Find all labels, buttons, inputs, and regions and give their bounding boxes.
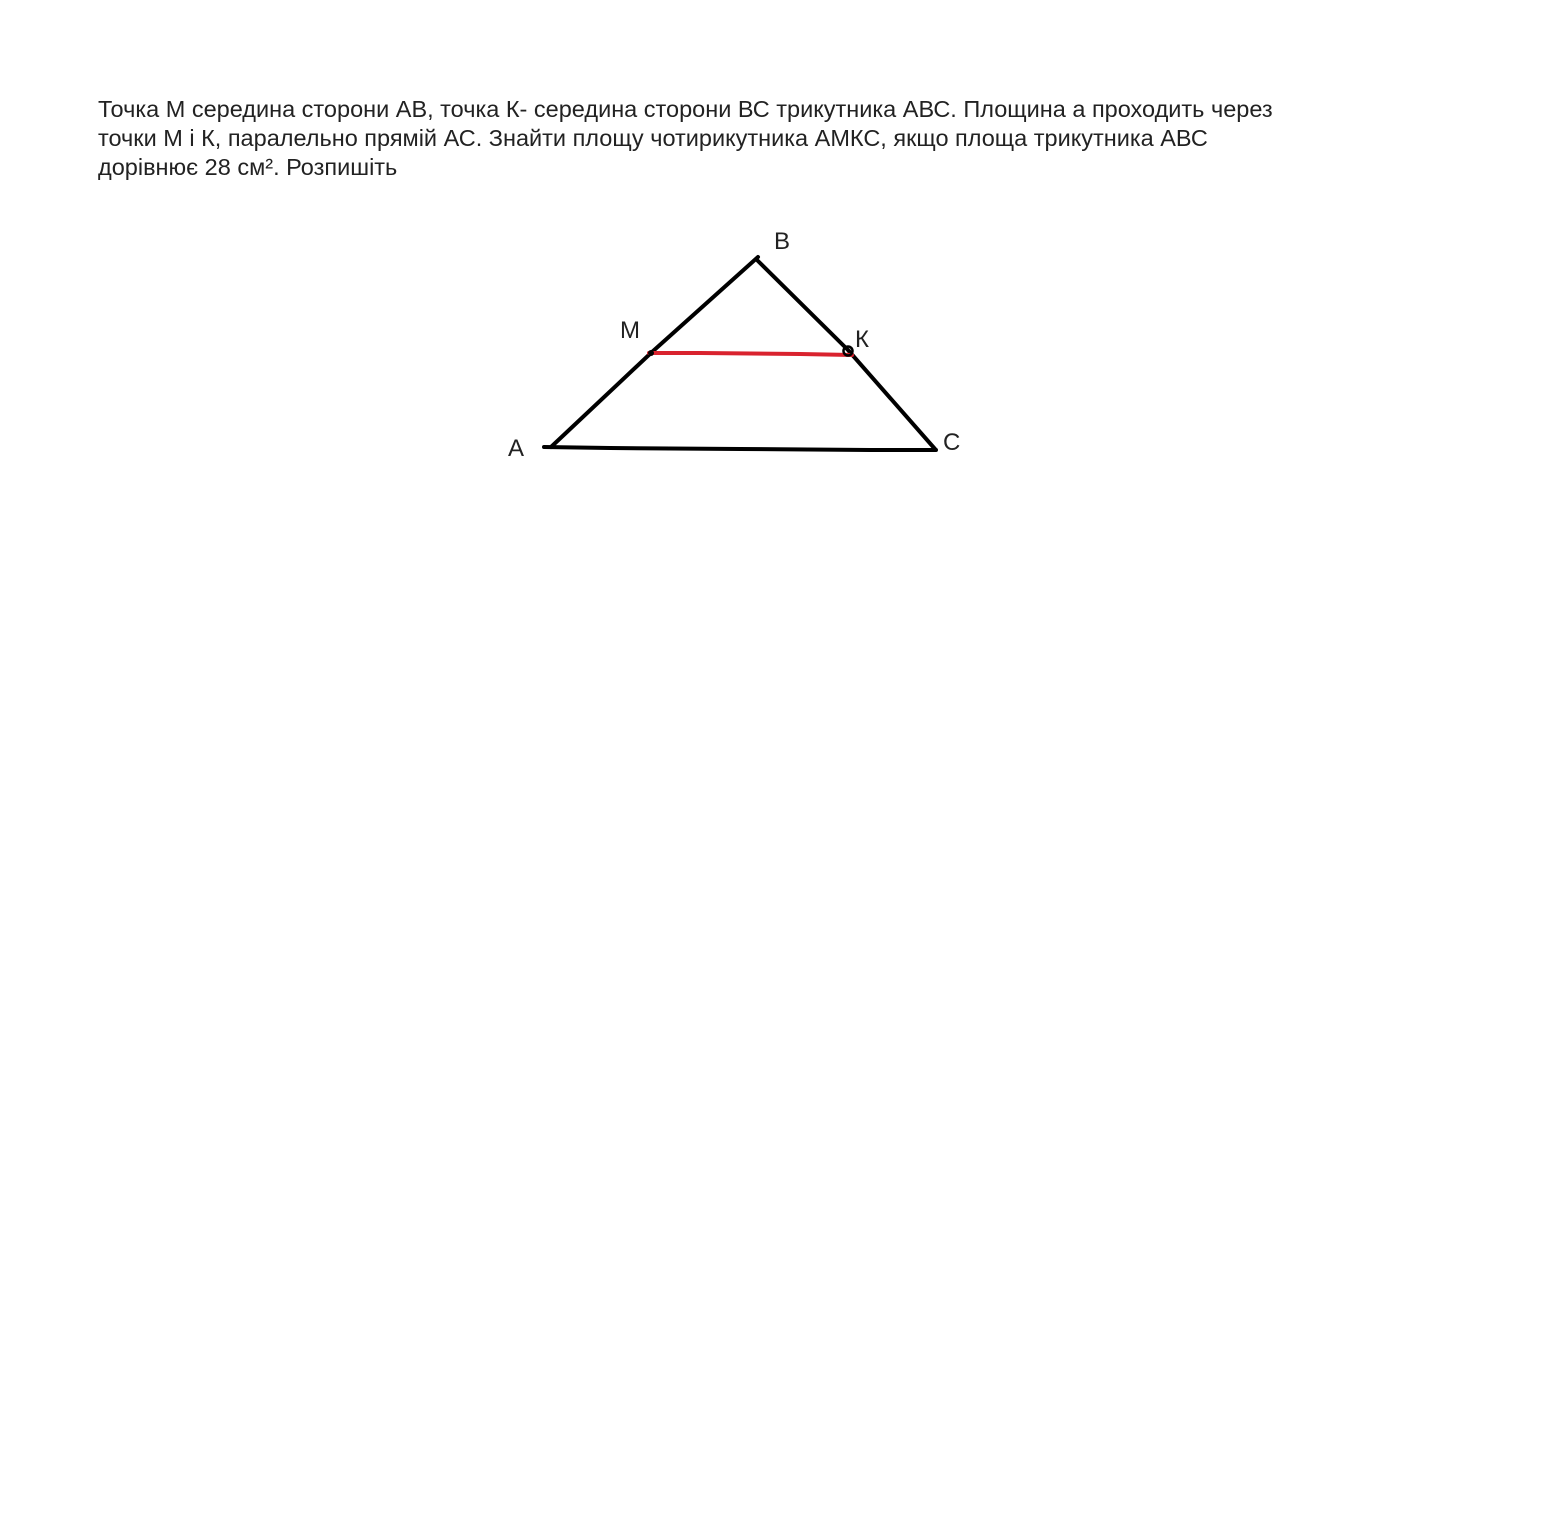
label-c: C (943, 429, 961, 456)
problem-line-2: точки М і К, паралельно прямій АС. Знайти площу чотирикутника АМКС, якщо площа трикутника АВС (98, 125, 1208, 151)
point-m-marker (648, 350, 654, 356)
problem-line-3: дорівнює 28 см². Розпишіть (98, 154, 398, 180)
label-m: M (620, 317, 640, 344)
label-k: К (855, 326, 869, 353)
problem-line-1: Точка М середина сторони АВ, точка К- середина сторони ВС трикутника АВС. Площина а проходить через (98, 96, 1273, 122)
midline-mk (649, 353, 852, 355)
side-ac (544, 447, 936, 450)
label-b: B (774, 228, 791, 255)
label-a: A (508, 435, 525, 462)
